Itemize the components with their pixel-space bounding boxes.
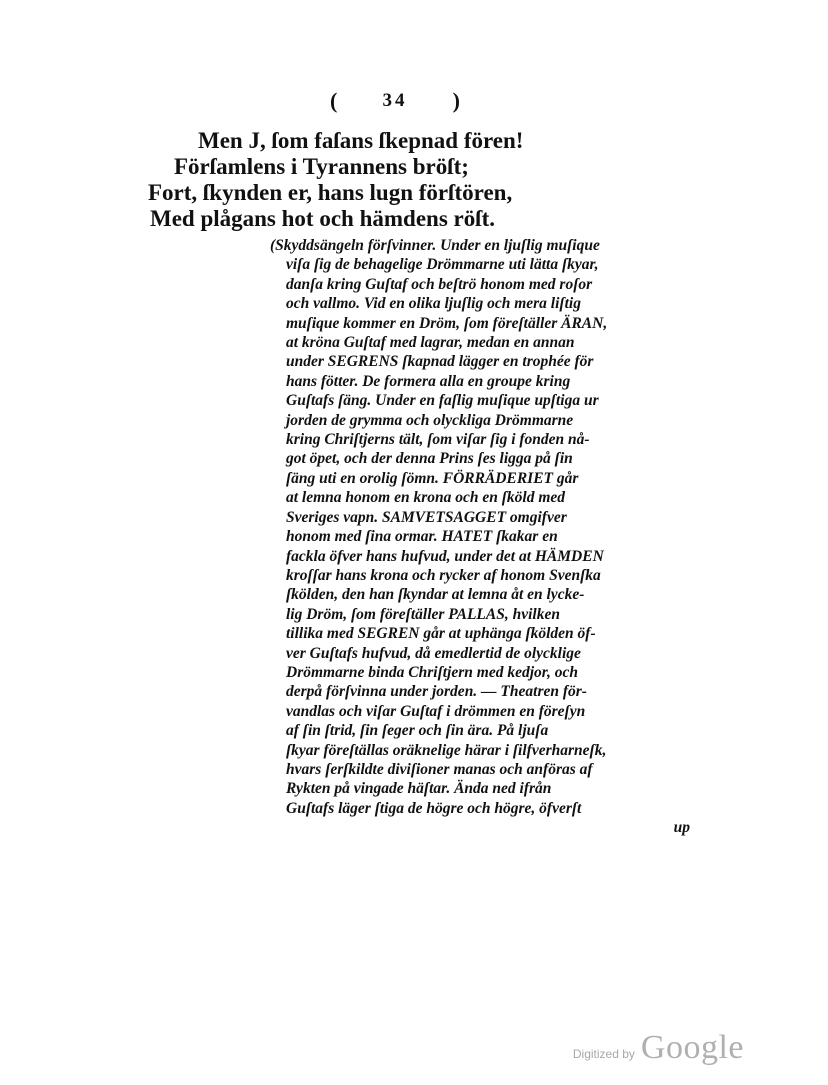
stage-line: at kröna Guſtaf med lagrar, medan en annan: [286, 334, 575, 352]
stage-line: Guſtafs ſäng. Under en faſlig muſique upſtiga ur: [286, 392, 599, 410]
stage-line: lig Dröm, ſom föreſtäller PALLAS, hvilken: [286, 605, 560, 623]
stage-line: hvars ſerſkildte diviſioner manas och anföras af: [286, 760, 593, 778]
stage-line: (Skyddsängeln förſvinner. Under en ljuſlig muſique: [270, 237, 600, 254]
stage-line: muſique kommer en Dröm, ſom föreſtäller ÄRAN,: [286, 314, 608, 332]
stage-line: ver Guſtafs hufvud, då emedlertid de olycklige: [286, 644, 581, 662]
page-number-right-paren: ): [452, 88, 460, 113]
stage-line: under SEGRENS ſkapnad lägger en trophée för: [286, 353, 594, 371]
digitized-by-label: Digitized by: [572, 1047, 635, 1061]
stage-line: ſkölden, den han ſkyndar at lemna åt en lycke-: [286, 586, 585, 604]
stage-line: Guſtafs läger ſtiga de högre och högre, öfverſt: [286, 799, 582, 817]
stage-line: kring Chriſtjerns tält, ſom viſar ſig i fonden nå-: [286, 431, 590, 449]
catchword: up: [673, 819, 690, 837]
stage-line: Sveriges vapn. SAMVETSAGGET omgifver: [286, 508, 567, 526]
verse-line: Fort, ſkynden er, hans lugn förſtören,: [148, 180, 513, 205]
verse-line: Förſamlens i Tyrannens bröſt;: [174, 154, 469, 179]
stage-line: Rykten på vingade häſtar. Ända ned ifrån: [286, 780, 552, 798]
stage-line: hans fötter. De formera alla en groupe kring: [286, 372, 571, 390]
stage-line: ſkyar föreſtällas oräknelige härar i ſilfverharneſk,: [286, 741, 607, 759]
stage-line: fackla öfver hans hufvud, under det at HÄMDEN: [286, 547, 604, 565]
stage-line: kroſſar hans krona och rycker af honom Svenſka: [286, 566, 601, 584]
page-number-left-paren: (: [330, 88, 338, 113]
page-number: [330, 88, 460, 114]
google-logo: Google: [640, 1029, 744, 1066]
stage-line: tillika med SEGREN går at uphänga ſkölden öf-: [286, 625, 596, 643]
stage-line: ſäng uti en orolig ſömn. FÖRRÄDERIET går: [286, 469, 579, 487]
stage-line: jorden de grymma och olyckliga Drömmarne: [286, 411, 574, 429]
stage-direction: [270, 236, 690, 838]
stage-line: derpå förſvinna under jorden. — Theatren för-: [286, 683, 587, 701]
stage-line: at lemna honom en krona och en ſköld med: [286, 489, 566, 507]
stage-line: Drömmarne binda Chriſtjern med kedjor, och: [286, 663, 578, 681]
page-number-value: 34: [382, 90, 408, 111]
verse-line: Men J, ſom faſans ſkepnad fören!: [198, 128, 524, 153]
stage-line: viſa ſig de behagelige Drömmarne uti lätta ſkyar,: [286, 256, 599, 274]
stage-line: honom med ſina ormar. HATET ſkakar en: [286, 528, 558, 546]
stage-line: och vallmo. Vid en olika ljuſlig och mera liſtig: [286, 295, 581, 313]
digitization-watermark: [573, 1029, 744, 1067]
verse-line: Med plågans hot och hämdens röſt.: [150, 206, 496, 231]
stage-line: vandlas och viſar Guſtaf i drömmen en föreſyn: [286, 702, 586, 720]
stage-line: got öpet, och der denna Prins ſes ligga på ſin: [286, 450, 573, 468]
stage-line: danſa kring Guſtaf och beſtrö honom med roſor: [286, 275, 593, 293]
verse-stanza: [148, 128, 608, 232]
stage-line: af ſin ſtrid, ſin ſeger och ſin ära. På ljuſa: [286, 722, 549, 740]
